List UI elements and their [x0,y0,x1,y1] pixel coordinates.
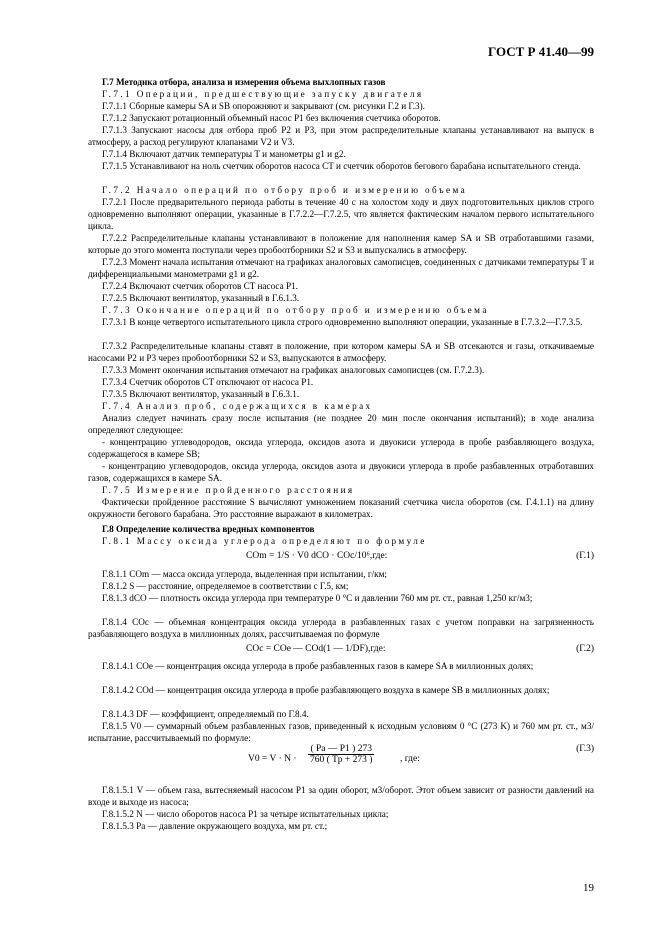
equation-g2-number: (Г.2) [576,644,594,654]
section-heading-g7: Г.7 Методика отбора, анализа и измерения объема выхлопных газов [102,77,386,87]
paragraph: Г.8.1.5.2 N — число оборотов насоса P1 за четыре испытательных цикла; [102,809,389,819]
paragraph: Г.7.2.1 После предварительного периода работы в течение 40 с на холостом ходу и двух подготовительных циклов строго одновременно выполняют операции, указанные в Г.7.2.2—Г.7.2.5, что является фактическим началом первого испытательного цикла. [88,197,594,232]
equation-g3-numerator: ( Pa — P1 ) 273 [308,744,374,755]
paragraph: Г.7.3.2 Распределительные клапаны ставят в положение, при котором камеры SA и SB отсекаются и газы, откачиваемые насосами P2 и P3 через пробоотборники S2 и S3, выпускаются в атмосферу. [88,341,594,364]
equation-g1-number: (Г.1) [576,551,594,561]
paragraph: Г.7.3.5 Включают вентилятор, указанный в Г.6.3.1. [102,389,300,399]
paragraph: Г.8.1.5.1 V — объем газа, вытесняемый насосом P1 за один оборот, м3/оборот. Этот объем зависит от разности давлений на входе и выходе из насоса; [88,785,594,808]
paragraph: Г.7.1.3 Запускают насосы для отбора проб P2 и P3, при этом распределительные клапаны устанавливают на выпуск в атмосферу, а расход регулируют клапанами V2 и V3. [88,125,594,148]
paragraph: Г.8.1.5.3 Pa — давление окружающего воздуха, мм рт. ст.; [102,821,328,831]
paragraph: Г.8.1.4.2 COd — концентрация оксида углерода в пробе разбавляющего воздуха в камере SB в миллионных долях; [102,685,550,695]
paragraph: Г.8.1.4.1 COe — концентрация оксида углерода в пробе разбавленных газов в камере SA в миллионных долях; [102,661,534,671]
equation-g3-left: V0 = V · N · [248,754,297,764]
equation-g1-formula: COm = 1/S · V0 dCO · COc/10⁶,где: [246,551,388,561]
paragraph: Г.7.2.4 Включают счетчик оборотов CT насоса P1. [102,281,298,291]
equation-g3-fraction [308,744,374,765]
paragraph: Фактически пройденное расстояние S вычисляют умножением показаний счетчика числа оборотов (см. Г.4.1.1) на длину окружности бегового барабана. Это расстояние выражают в километрах. [88,497,594,520]
paragraph: Г.8.1.3 dCO — плотность оксида углерода при температуре 0 °C и давлении 760 мм рт. ст., равная 1,250 кг/м3; [102,593,533,603]
subsection-heading: Г.7.5 Измерение пройденного расстояния [102,485,355,495]
equation-g3-denominator: 760 ( Tp + 273 ) [310,755,373,765]
paragraph: Г.7.2.5 Включают вентилятор, указанный в Г.6.1.3. [102,293,300,303]
paragraph: Г.7.3.3 Момент окончания испытания отмечают на графиках аналоговых самописцев (см. Г.7.2.3). [102,365,485,375]
paragraph: Г.7.1.1 Сборные камеры SA и SB опорожняют и закрывают (см. рисунки Г.2 и Г.3). [102,101,425,111]
equation-g3-number: (Г.3) [576,744,594,754]
paragraph: Анализ следует начинать сразу после испытания (не позднее 20 мин после окончания испытаний); в ходе анализа определяют следующее: [88,413,594,436]
document-header: ГОСТ Р 41.40—99 [488,44,594,59]
subsection-heading: Г.7.3 Окончание операций по отбору проб и измерению объема [102,305,489,315]
subsection-heading: Г.7.4 Анализ проб, содержащихся в камерах [102,401,373,411]
paragraph: Г.7.3.1 В конце четвертого испытательного цикла строго одновременно выполняют операции, указанные в Г.7.3.2—Г.7.3.5. [102,317,583,327]
paragraph: Г.7.1.5 Устанавливают на ноль счетчик оборотов насоса CT и счетчик оборотов бегового барабана испытательного стенда. [102,161,581,171]
paragraph: Г.8.1.1 COm — масса оксида углерода, выделенная при испытании, г/км; [102,569,387,579]
paragraph: Г.7.3.4 Счетчик оборотов CT отключают от насоса P1. [102,377,314,387]
page-number: 19 [583,882,594,894]
list-item: - концентрацию углеводородов, оксида углерода, оксидов азота и двуокиси углерода в пробе разбавляющего воздуха, содержащегося в камере SB; [88,437,594,460]
subsection-heading: Г.8.1 Массу оксида углерода определяют по формуле [102,536,427,546]
paragraph: Г.8.1.2 S — расстояние, определяемое в соответствии с Г.5, км; [102,581,349,591]
paragraph: Г.7.1.4 Включают датчик температуры T и манометры g1 и g2. [102,149,346,159]
paragraph: Г.7.1.2 Запускают ротационный объемный насос P1 без включения счетчика оборотов. [102,113,441,123]
paragraph: Г.7.2.2 Распределительные клапаны устанавливают в положение для наполнения камер SA и SB отработавшими газами, которые до этого момента поступали через пробоотборники S2 и S3 и выпускались в атмосферу. [88,233,594,256]
equation-g3 [88,744,594,778]
subsection-heading: Г.7.2 Начало операций по отбору проб и измерению объема [102,185,468,195]
paragraph: Г.8.1.4 COc — объемная концентрация оксида углерода в разбавленных газах с учетом поправки на загрязненность разбавляющего воздуха в миллионных долях, рассчитываемая по формуле [88,617,594,640]
equation-g3-right: , где: [400,754,420,764]
equation-g2-formula: COc = COe — COd(1 — 1/DF),где: [246,644,386,654]
paragraph: Г.8.1.5 V0 — суммарный объем разбавленных газов, приведенный к исходным условиям 0 °C (273 K) и 760 мм рт. ст., м3/испытание, рассчитываемый по формуле: [88,721,594,744]
section-heading-g8: Г.8 Определение количества вредных компонентов [102,524,315,534]
list-item: - концентрацию углеводородов, оксида углерода, оксидов азота и двуокиси углерода в пробе разбавленных отработавших газов, содержащихся в камере SA. [88,461,594,484]
paragraph: Г.7.2.3 Момент начала испытания отмечают на графиках аналоговых самописцев, соединенных с датчиками температуры T и дифференциальными манометрами g1 и g2. [88,257,594,280]
subsection-heading: Г.7.1 Операции, предшествующие запуску двигателя [102,89,424,99]
paragraph: Г.8.1.4.3 DF — коэффициент, определяемый по Г.8.4. [102,709,309,719]
